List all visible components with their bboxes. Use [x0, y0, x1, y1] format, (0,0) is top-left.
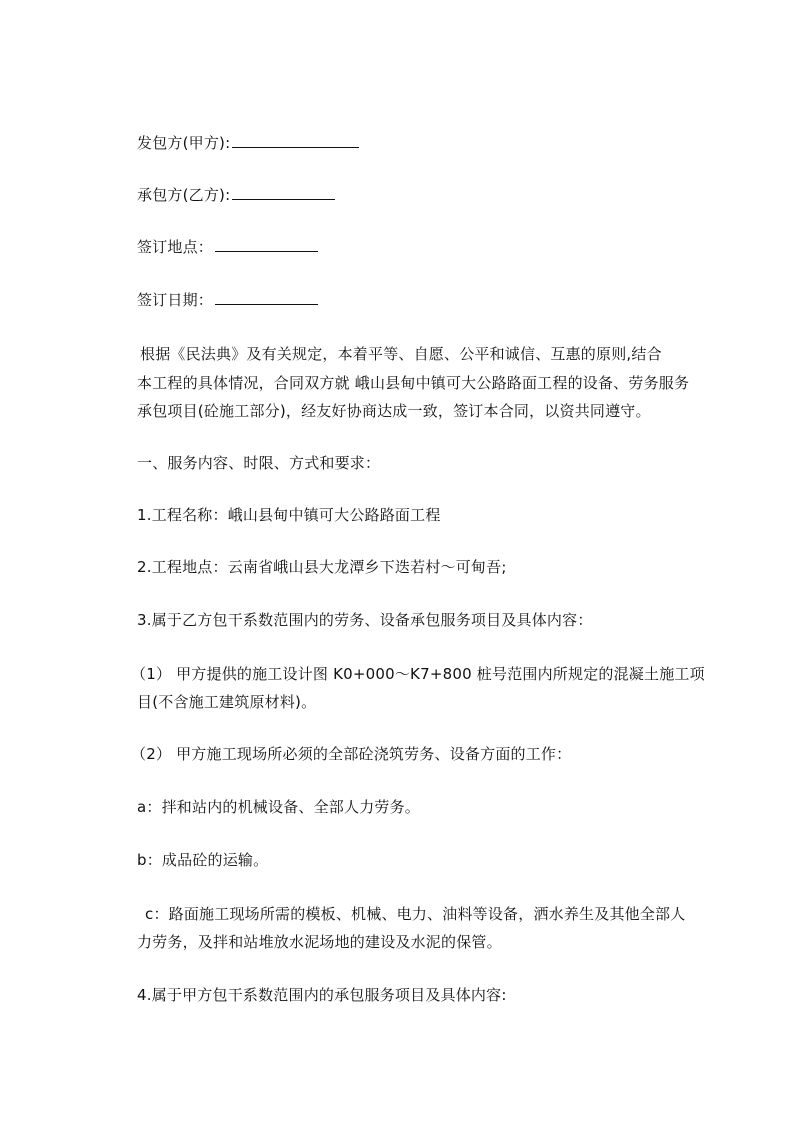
party-a-label: 发包方(甲方): — [137, 134, 231, 152]
sign-place-field — [137, 232, 318, 262]
item-b: b：成品砼的运输。 — [137, 851, 269, 869]
section-1-title: 一、服务内容、时限、方式和要求： — [137, 454, 381, 472]
sign-date-blank[interactable] — [215, 286, 318, 305]
intro-line-1: 根据《民法典》及有关规定，本着平等、自愿、公平和诚信、互惠的原则,结合 — [140, 345, 662, 363]
sub-item-1-line-1: （1） 甲方提供的施工设计图 K0+000～K7+800 桩号范围内所规定的混凝土施工项 — [131, 665, 705, 683]
item-1-project-name: 1.工程名称：峨山县甸中镇可大公路路面工程 — [137, 506, 441, 524]
party-b-blank[interactable] — [232, 181, 335, 200]
sign-date-field — [137, 285, 318, 315]
intro-line-3: 承包项目(砼施工部分)，经友好协商达成一致，签订本合同，以资共同遵守。 — [137, 402, 651, 420]
item-a: a：拌和站内的机械设备、全部人力劳务。 — [137, 798, 420, 816]
party-b-label: 承包方(乙方): — [137, 186, 231, 204]
party-a-blank[interactable] — [232, 129, 359, 148]
item-c-line-2: 力劳务，及拌和站堆放水泥场地的建设及水泥的保管。 — [137, 933, 502, 951]
item-2-project-location: 2.工程地点：云南省峨山县大龙潭乡下迭若村～可甸吾; — [137, 558, 507, 576]
party-b-field — [137, 180, 335, 210]
party-a-field — [137, 128, 359, 158]
sign-date-label: 签订日期： — [137, 291, 214, 309]
intro-line-2: 本工程的具体情况，合同双方就 峨山县甸中镇可大公路路面工程的设备、劳务服务 — [137, 374, 690, 392]
sub-item-1-line-2: 目(不含施工建筑原材料)。 — [137, 693, 317, 711]
sign-place-blank[interactable] — [215, 233, 318, 252]
item-4-party-a-scope: 4.属于甲方包干系数范围内的承包服务项目及具体内容: — [137, 986, 507, 1004]
sub-item-2: （2） 甲方施工现场所必须的全部砼浇筑劳务、设备方面的工作： — [131, 745, 572, 763]
item-c-line-1: c：路面施工现场所需的模板、机械、电力、油料等设备，洒水养生及其他全部人 — [145, 905, 686, 923]
item-3-party-b-scope: 3.属于乙方包干系数范围内的劳务、设备承包服务项目及具体内容： — [137, 611, 593, 629]
sign-place-label: 签订地点： — [137, 238, 214, 256]
